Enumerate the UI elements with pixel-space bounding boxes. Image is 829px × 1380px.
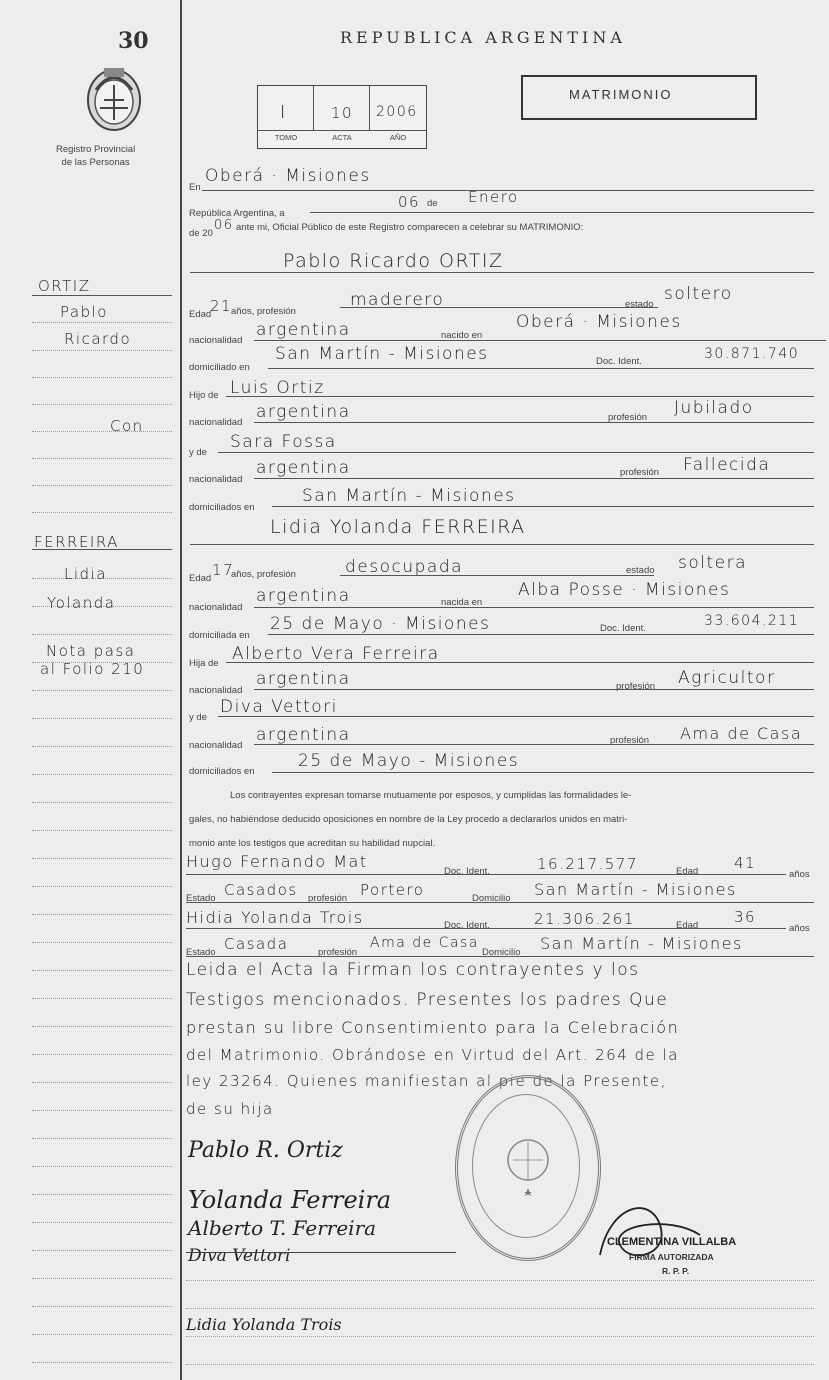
acta-label: ACTA <box>332 133 352 142</box>
label-hija-de: Hija de <box>189 658 219 669</box>
note-line6: de su hija <box>186 1100 274 1118</box>
label-nacionalidad-6: nacionalidad <box>189 740 243 751</box>
witness2-age: 36 <box>734 908 757 926</box>
groom-full-name: Pablo Ricardo ORTIZ <box>283 250 504 272</box>
stamp-role: FIRMA AUTORIZADA <box>629 1252 714 1262</box>
label-doc-w1: Doc. Ident. <box>444 866 490 877</box>
bride-mother-nationality: argentina <box>256 725 351 745</box>
note-line3: prestan su libre Consentimiento para la Celebración <box>186 1018 680 1037</box>
groom-birthplace: Oberá · Misiones <box>516 312 682 332</box>
page-number: 30 <box>118 28 149 54</box>
label-profesion-4: profesión <box>610 735 650 746</box>
act-year-suffix: 06 <box>214 218 234 233</box>
label-hijo-de: Hijo de <box>189 390 219 401</box>
margin-groom-name2: Ricardo <box>64 330 132 348</box>
label-profesion-w2: profesión <box>318 947 358 958</box>
margin-con: Con <box>110 417 144 435</box>
bride-full-name: Lidia Yolanda FERREIRA <box>270 516 526 538</box>
acta-value: 10 <box>331 104 354 122</box>
label-profesion: profesión <box>608 412 648 423</box>
signature-bride-mother: Diva Vettori <box>188 1246 291 1266</box>
margin-groom-name1: Pablo <box>60 303 108 321</box>
stamp-org: R. P. P. <box>662 1266 690 1276</box>
witness1-estado: Casados <box>224 881 298 899</box>
label-profesion-2: profesión <box>620 467 660 478</box>
label-doc-2: Doc. Ident. <box>600 623 646 634</box>
bride-doc: 33.604.211 <box>704 613 800 629</box>
label-y-de-2: y de <box>189 712 207 723</box>
label-en: En <box>189 182 201 193</box>
label-edad-2: Edad <box>189 573 212 584</box>
witness1-domicile: San Martín - Misiones <box>534 880 737 899</box>
label-estado-w1: Estado <box>186 893 216 904</box>
label-domicilio-w2: Domicilio <box>482 947 521 958</box>
groom-domicile: San Martín - Misiones <box>275 344 489 364</box>
signature-bride: Yolanda Ferreira <box>188 1186 392 1214</box>
groom-profession: maderero <box>350 290 445 310</box>
label-profesion-w1: profesión <box>308 893 348 904</box>
label-anos-profesion-2: años, profesión <box>231 569 296 580</box>
act-day: 06 <box>398 193 421 211</box>
groom-father: Luis Ortiz <box>230 378 325 398</box>
groom-nationality: argentina <box>256 320 351 340</box>
label-profesion-3: profesión <box>616 681 656 692</box>
groom-mother-profession: Fallecida <box>683 455 771 475</box>
witness2-doc: 21.306.261 <box>534 910 635 928</box>
label-domiciliados-en: domiciliados en <box>189 502 255 513</box>
body-text-line2: gales, no habiéndose deducido oposiciones en nombre de la Ley procedo a declararlos unidos en matri- <box>189 814 628 825</box>
ano-label: AÑO <box>389 133 407 142</box>
official-seal <box>455 1075 601 1261</box>
record-number-box <box>257 85 427 149</box>
label-de20: de 20 <box>189 228 213 239</box>
note-line2: Testigos mencionados. Presentes los padres Que <box>186 990 669 1010</box>
body-text-line1: Los contrayentes expresan tomarse mutuamente por esposos, y cumplidas las formalidades le- <box>230 790 632 801</box>
label-nacionalidad-3: nacionalidad <box>189 474 243 485</box>
witness2-domicile: San Martín - Misiones <box>540 934 743 953</box>
label-estado-2: estado <box>626 565 655 576</box>
witness1-age: 41 <box>734 854 757 872</box>
label-doc-w2: Doc. Ident. <box>444 920 490 931</box>
signature-bride-father: Alberto T. Ferreira <box>188 1216 377 1240</box>
bride-parents-domicile: 25 de Mayo - Misiones <box>298 751 520 771</box>
margin-bride-name2: Yolanda <box>47 594 116 612</box>
label-nacionalidad: nacionalidad <box>189 335 243 346</box>
bride-father: Alberto Vera Ferreira <box>232 644 440 664</box>
witness2-estado: Casada <box>224 935 289 953</box>
bride-estado: soltera <box>678 553 748 573</box>
signature-groom: Pablo R. Ortiz <box>188 1138 343 1163</box>
registry-name: Registro Provincial de las Personas <box>56 144 136 168</box>
margin-note-line2: al Folio 210 <box>40 660 145 678</box>
stamp-name: CLEMENTINA VILLALBA <box>607 1236 737 1248</box>
margin-bride-surname: FERREIRA <box>34 533 119 551</box>
label-comparecen: ante mi, Oficial Público de este Registro comparecen a celebrar su MATRIMONIO: <box>236 222 584 233</box>
note-line5: ley 23264. Quienes manifiestan al pie de la Presente, <box>186 1072 667 1090</box>
ano-value: 2006 <box>376 104 418 120</box>
bride-age: 17 <box>212 561 235 579</box>
bride-nationality: argentina <box>256 586 351 606</box>
tomo-label: TOMO <box>274 133 298 142</box>
label-de: de <box>427 198 438 209</box>
groom-father-nationality: argentina <box>256 402 351 422</box>
act-month: Enero <box>468 188 519 206</box>
label-domiciliada-en: domiciliada en <box>189 630 250 641</box>
witness1-profession: Portero <box>360 881 425 899</box>
label-y-de: y de <box>189 447 207 458</box>
label-nacionalidad-5: nacionalidad <box>189 685 243 696</box>
label-anos-w1: años <box>789 869 810 880</box>
margin-note-line1: Nota pasa <box>46 642 136 660</box>
groom-estado: soltero <box>664 284 733 304</box>
label-republica: República Argentina, a <box>189 208 285 219</box>
witness1-name: Hugo Fernando Mat <box>186 852 368 871</box>
label-nacida-en: nacida en <box>441 597 483 608</box>
label-edad-w1: Edad <box>676 866 699 877</box>
bride-profession: desocupada <box>345 557 464 577</box>
groom-mother-nationality: argentina <box>256 458 351 478</box>
groom-parents-domicile: San Martín - Misiones <box>302 486 516 506</box>
bride-father-profession: Agricultor <box>678 668 776 688</box>
witness2-profession: Ama de Casa <box>370 935 479 951</box>
label-nacionalidad-2: nacionalidad <box>189 417 243 428</box>
document-title: REPUBLICA ARGENTINA <box>340 28 626 47</box>
label-domicilio-w1: Domicilio <box>472 893 511 904</box>
bride-mother: Diva Vettori <box>220 697 338 717</box>
bride-mother-profession: Ama de Casa <box>680 724 803 743</box>
groom-father-profession: Jubilado <box>674 398 754 418</box>
label-nacionalidad-4: nacionalidad <box>189 602 243 613</box>
doc-type: MATRIMONIO <box>569 87 673 102</box>
seal-emblem-icon <box>498 1130 558 1200</box>
label-anos-w2: años <box>789 923 810 934</box>
witness1-doc: 16.217.577 <box>537 855 638 873</box>
label-doc: Doc. Ident. <box>596 356 642 367</box>
body-text-line3: monio ante los testigos que acreditan su habilidad nupcial. <box>189 838 436 849</box>
bride-father-nationality: argentina <box>256 669 351 689</box>
label-estado: estado <box>625 299 654 310</box>
label-domiciliados-en-2: domiciliados en <box>189 766 255 777</box>
label-edad: Edad <box>189 309 212 320</box>
margin-groom-surname: ORTIZ <box>38 277 91 295</box>
bride-domicile: 25 de Mayo · Misiones <box>270 614 491 634</box>
label-edad-w2: Edad <box>676 920 699 931</box>
margin-bride-name1: Lidia <box>64 565 107 583</box>
coat-of-arms-icon <box>74 60 154 135</box>
official-signature-scribble-icon <box>590 1195 710 1275</box>
act-place: Oberá · Misiones <box>205 166 371 186</box>
note-line1: Leida el Acta la Firman los contrayentes y los <box>186 960 640 980</box>
bride-birthplace: Alba Posse · Misiones <box>518 580 731 600</box>
tomo-value: I <box>280 102 287 123</box>
groom-doc: 30.871.740 <box>704 346 800 362</box>
groom-mother: Sara Fossa <box>230 432 337 452</box>
witness2-name: Hidia Yolanda Trois <box>186 908 364 927</box>
label-anos-profesion: años, profesión <box>231 306 296 317</box>
margin-divider <box>180 0 182 1380</box>
doc-type-box <box>521 75 757 120</box>
label-domiciliado-en: domiciliado en <box>189 362 250 373</box>
note-line4: del Matrimonio. Obrándose en Virtud del Art. 264 de la <box>186 1046 679 1064</box>
groom-age: 21 <box>210 297 233 315</box>
label-nacido-en: nacido en <box>441 330 483 341</box>
signature-witness: Lidia Yolanda Trois <box>186 1315 342 1334</box>
label-estado-w2: Estado <box>186 947 216 958</box>
